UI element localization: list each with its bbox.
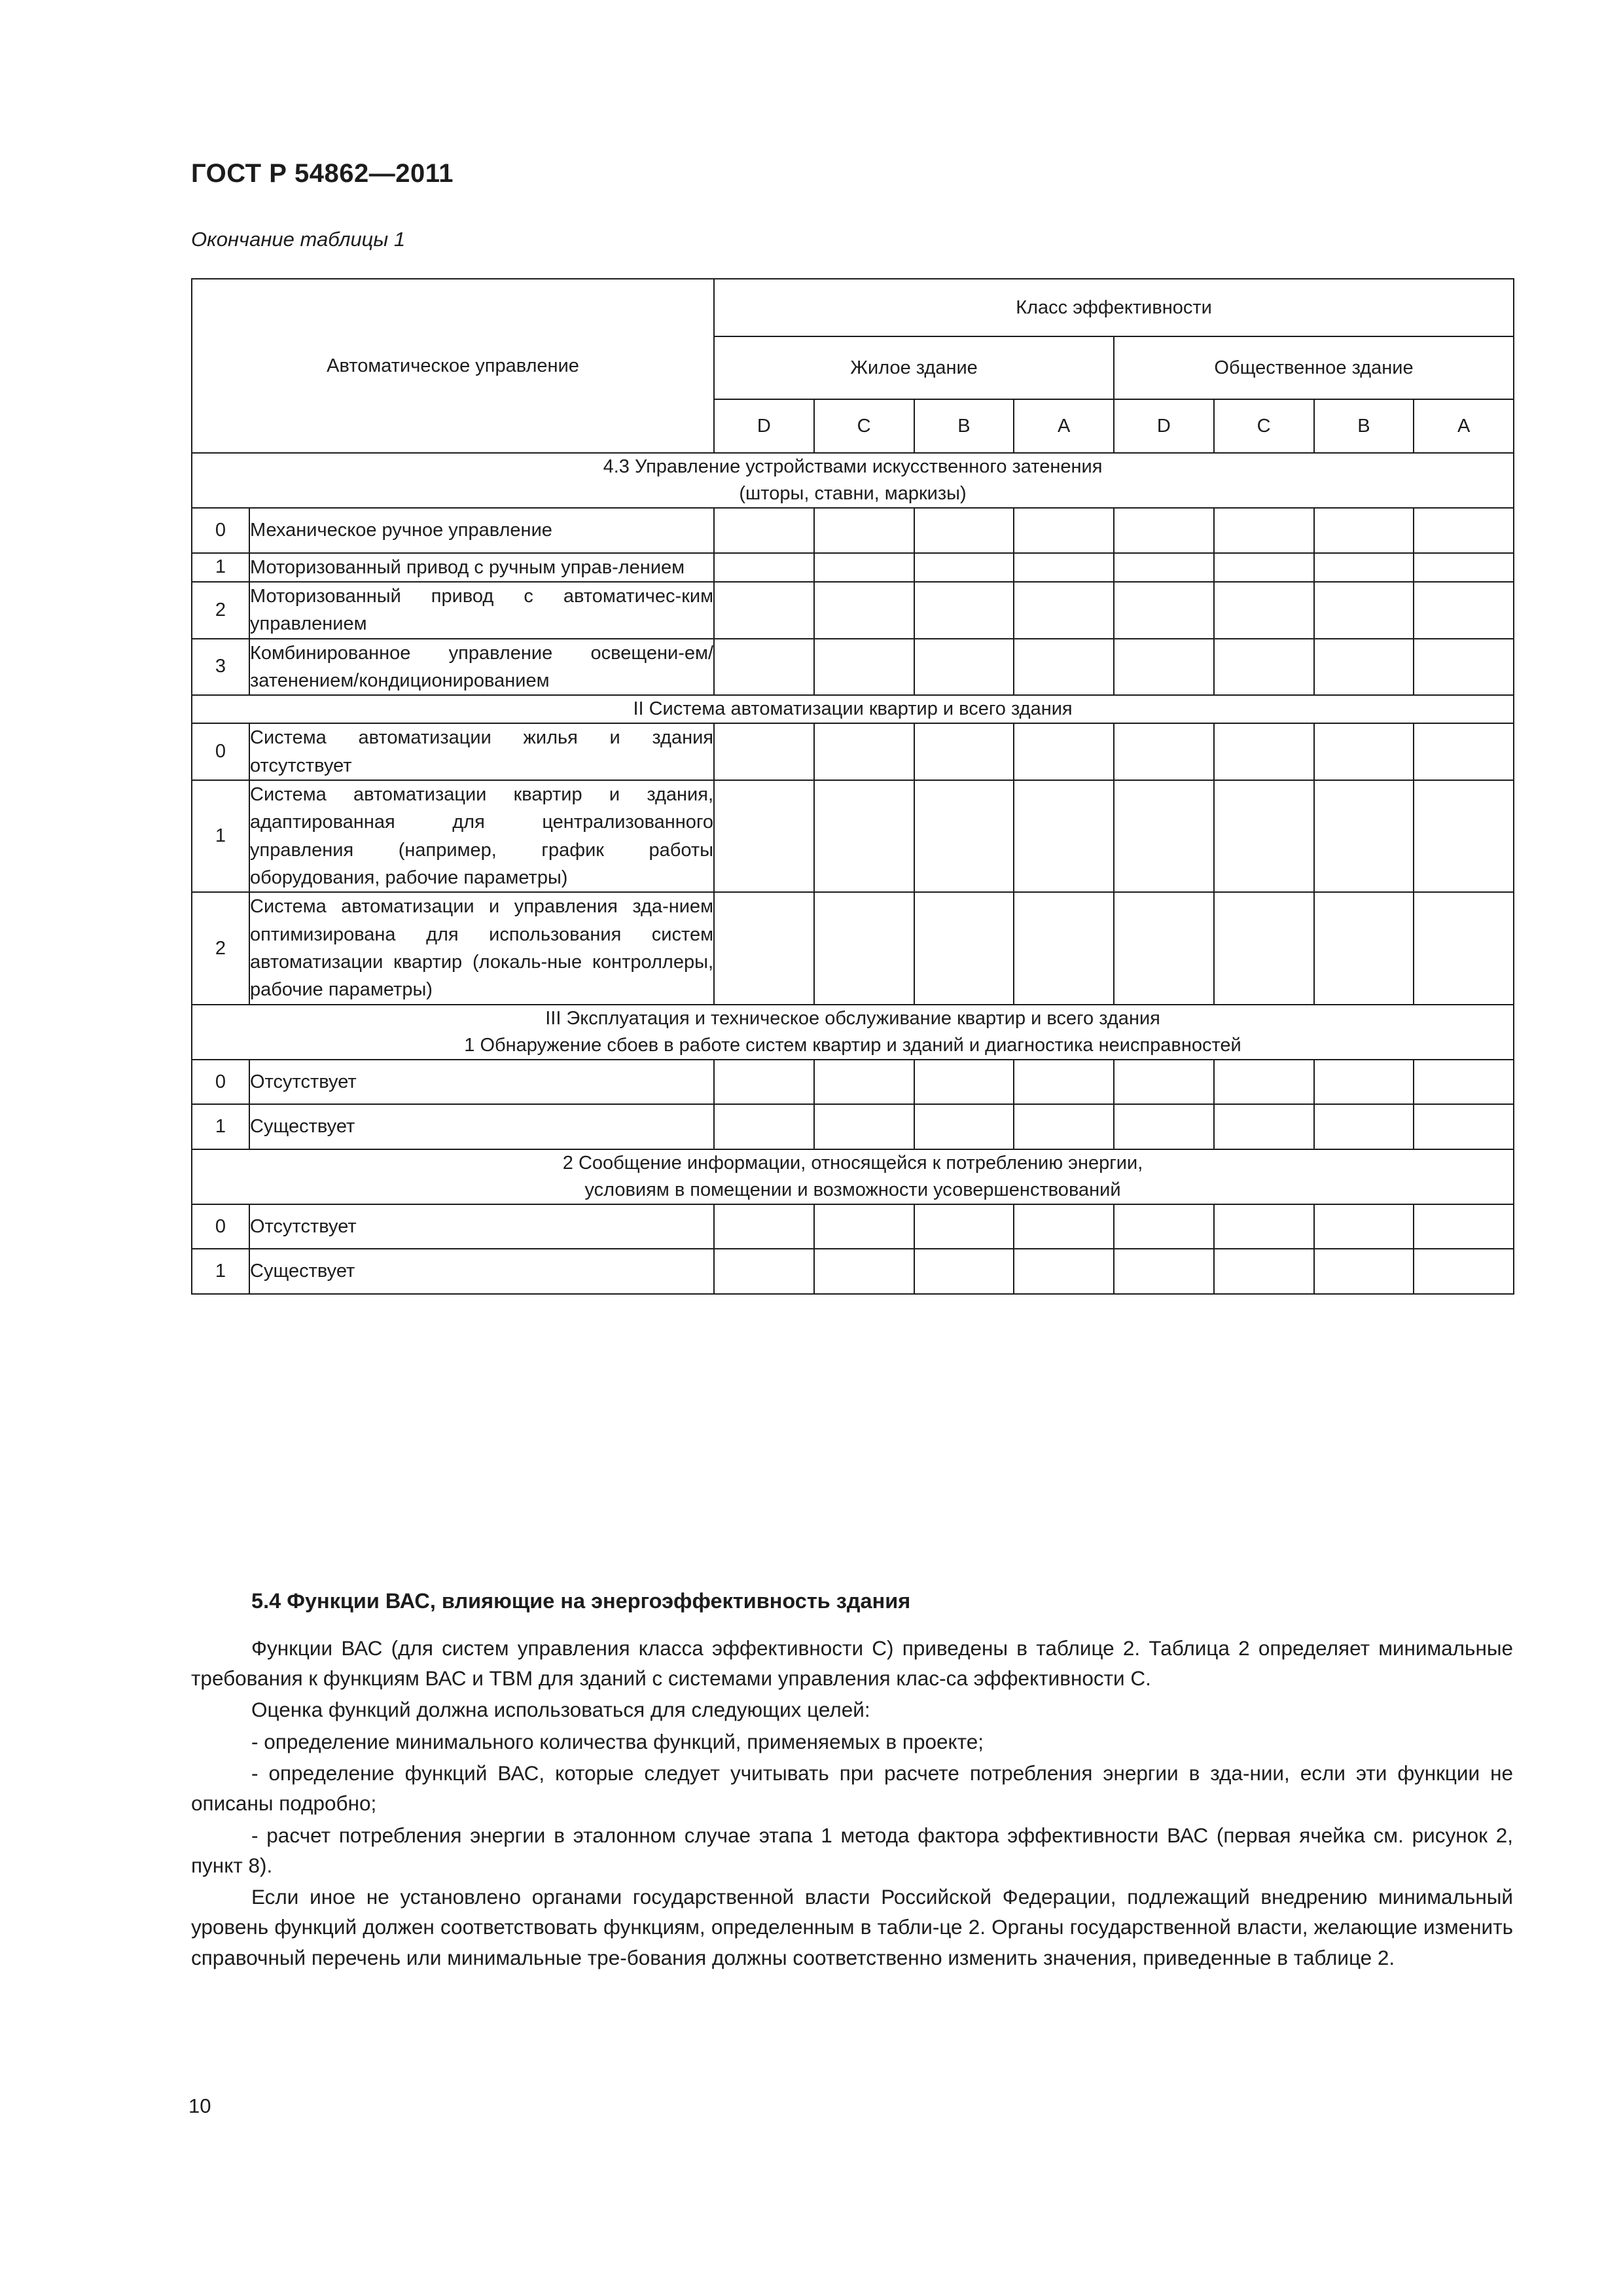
class-cell-marked [1314,1204,1414,1249]
header-class-pub-c: C [1214,399,1314,453]
header-class-pub-d: D [1114,399,1214,453]
class-cell-marked [1014,1104,1114,1149]
row-description: Механическое ручное управление [249,508,714,552]
class-cell-marked [714,582,814,639]
class-cell-marked [1114,582,1214,639]
class-cell-marked [814,1104,914,1149]
class-cell-marked [1014,892,1114,1004]
efficiency-class-table [191,278,1514,1295]
paragraph-authority-requirements: Если иное не установлено органами государственной власти Российской Федерации, подлежащий внедрению минимальный уровень функций должен соответствовать функциям, определенным в табли-це 2. Органы государственной власти, желающие изменить справочный перечень или минимальные тре-бования должны соответственно изменить значения, приведенные в таблице 2. [191,1885,1513,1969]
row-level-number: 2 [192,892,249,1004]
class-cell-empty [1414,553,1514,582]
row-description: Отсутствует [249,1204,714,1249]
row-level-number: 0 [192,723,249,780]
class-cell-marked [714,780,814,892]
class-cell-empty [1414,1204,1514,1249]
section-heading-5-4: 5.4 Функции ВАС, влияющие на энергоэффективность здания [251,1589,911,1613]
class-cell-marked [1214,639,1314,696]
section-title-line: II Система автоматизации квартир и всего здания [633,698,1073,720]
row-description: Моторизованный привод с автоматичес-ким управлением [249,582,714,639]
row-description: Система автоматизации жилья и здания отсутствует [249,723,714,780]
table-section-header [192,1005,1514,1060]
class-cell-marked [1214,780,1314,892]
header-class-res-b: B [914,399,1014,453]
class-cell-marked [1314,639,1414,696]
class-cell-empty [1014,723,1114,780]
class-cell-marked [1114,1060,1214,1104]
header-automatic-control: Автоматическое управление [192,279,714,453]
section-title-line: 2 Сообщение информации, относящейся к потреблению энергии, [562,1152,1143,1174]
class-cell-marked [714,723,814,780]
header-row-class-group [192,279,1514,336]
class-cell-marked [1114,553,1214,582]
row-description: Система автоматизации и управления зда-нием оптимизирована для использования систем автоматизации квартир (локаль-ные контроллеры, рабочие параметры) [249,892,714,1004]
class-cell-marked [814,1249,914,1293]
table-section-header [192,1149,1514,1204]
header-efficiency-class: Класс эффективности [714,279,1514,336]
header-public-building: Общественное здание [1114,336,1514,399]
section-title-line: (шторы, ставни, маркизы) [739,483,967,505]
class-cell-empty [1314,553,1414,582]
row-level-number: 1 [192,1104,249,1149]
table-row [192,553,1514,582]
header-class-res-c: C [814,399,914,453]
class-cell-marked [1214,1204,1314,1249]
row-level-number: 3 [192,639,249,696]
table-row [192,508,1514,552]
class-cell-marked [1314,1104,1414,1149]
class-cell-empty [1014,508,1114,552]
header-class-res-d: D [714,399,814,453]
bullet-minimum-functions: - определение минимального количества функций, применяемых в проекте; [251,1729,984,1753]
class-cell-marked [714,892,814,1004]
class-cell-empty [1014,1204,1114,1249]
row-description: Моторизованный привод с ручным управ-лением [249,553,714,582]
table-row [192,780,1514,892]
class-cell-marked [1114,1249,1214,1293]
section-title [192,695,1514,723]
class-cell-empty [1414,723,1514,780]
class-cell-marked [914,1249,1014,1293]
row-description: Отсутствует [249,1060,714,1104]
class-cell-empty [914,780,1014,892]
class-cell-marked [1214,1249,1314,1293]
paragraph-bac-functions: Функции ВАС (для систем управления класса эффективности С) приведены в таблице 2. Таблица 2 определяет минимальные требования к функциям ВАС и ТВМ для зданий с системами управления клас-са эффективности С. [191,1636,1513,1691]
class-cell-empty [1214,553,1314,582]
class-cell-empty [1414,780,1514,892]
table-row [192,639,1514,696]
class-cell-marked [1414,639,1514,696]
class-cell-marked [814,582,914,639]
class-cell-empty [1014,553,1114,582]
class-cell-empty [1314,1060,1414,1104]
header-class-res-a: A [1014,399,1114,453]
table-caption: Окончание таблицы 1 [191,228,406,251]
section-title-line: III Эксплуатация и техническое обслуживание квартир и всего здания [545,1007,1160,1029]
table-row [192,892,1514,1004]
table-container [191,278,1513,1295]
class-cell-marked [714,553,814,582]
class-cell-empty [714,1104,814,1149]
class-cell-marked [1114,508,1214,552]
header-class-pub-a: A [1414,399,1514,453]
section-title [192,1149,1514,1204]
class-cell-marked [1114,1104,1214,1149]
section-title-line: условиям в помещении и возможности усовершенствований [584,1179,1121,1200]
class-cell-marked [1414,1249,1514,1293]
class-cell-empty [1014,780,1114,892]
table-row [192,723,1514,780]
class-cell-marked [814,723,914,780]
class-cell-marked [1314,892,1414,1004]
class-cell-marked [814,639,914,696]
row-description: Существует [249,1249,714,1293]
class-cell-empty [914,1060,1014,1104]
class-cell-marked [1214,723,1314,780]
section-title-line: 1 Обнаружение сбоев в работе систем квартир и зданий и диагностика неисправностей [464,1034,1241,1056]
class-cell-empty [1214,508,1314,552]
table-row [192,1249,1514,1293]
class-cell-empty [1414,508,1514,552]
paragraph-evaluation-purposes: Оценка функций должна использоваться для следующих целей: [251,1698,870,1722]
header-residential-building: Жилое здание [714,336,1114,399]
row-level-number: 1 [192,553,249,582]
class-cell-marked [714,639,814,696]
header-class-pub-b: B [1314,399,1414,453]
class-cell-marked [814,780,914,892]
class-cell-marked [1114,892,1214,1004]
table-body [192,453,1514,1294]
class-cell-marked [914,639,1014,696]
bullet-energy-calculation: - определение функций ВАС, которые следует учитывать при расчете потребления энергии в зда-нии, если эти функции не описаны подробно; [191,1761,1513,1816]
class-cell-empty [914,553,1014,582]
section-title-line: 4.3 Управление устройствами искусственного затенения [603,456,1103,477]
class-cell-empty [1014,582,1114,639]
class-cell-marked [1014,639,1114,696]
class-cell-marked [814,508,914,552]
table-row [192,1060,1514,1104]
row-level-number: 1 [192,1249,249,1293]
row-level-number: 0 [192,1204,249,1249]
table-row [192,1104,1514,1149]
class-cell-marked [1214,892,1314,1004]
class-cell-empty [1314,780,1414,892]
class-cell-marked [1114,780,1214,892]
table-head [192,279,1514,453]
class-cell-marked [1114,723,1214,780]
bullet-reference-case: - расчет потребления энергии в эталонном случае этапа 1 метода фактора эффективности ВАС (первая ячейка см. рисунок 2, пункт 8). [191,1823,1513,1877]
table-row [192,582,1514,639]
class-cell-marked [814,892,914,1004]
class-cell-marked [1214,1104,1314,1149]
class-cell-marked [1114,639,1214,696]
section-title [192,1005,1514,1060]
class-cell-marked [1414,1104,1514,1149]
class-cell-marked [1414,892,1514,1004]
class-cell-empty [914,723,1014,780]
class-cell-empty [1314,582,1414,639]
class-cell-marked [714,1060,814,1104]
class-cell-marked [914,1104,1014,1149]
class-cell-marked [714,508,814,552]
class-cell-marked [714,1204,814,1249]
class-cell-empty [1414,582,1514,639]
class-cell-marked [1314,1249,1414,1293]
class-cell-empty [1314,723,1414,780]
class-cell-marked [1114,1204,1214,1249]
row-level-number: 0 [192,508,249,552]
class-cell-empty [1014,1060,1114,1104]
row-level-number: 1 [192,780,249,892]
table-row [192,1204,1514,1249]
row-description: Существует [249,1104,714,1149]
table-section-header [192,695,1514,723]
row-level-number: 0 [192,1060,249,1104]
class-cell-marked [714,1249,814,1293]
class-cell-marked [814,1060,914,1104]
body-text [191,1586,1513,1973]
page-number: 10 [188,2094,211,2117]
section-title [192,453,1514,508]
row-level-number: 2 [192,582,249,639]
class-cell-empty [914,508,1014,552]
class-cell-marked [814,553,914,582]
class-cell-marked [914,1204,1014,1249]
class-cell-empty [1414,1060,1514,1104]
table-section-header [192,453,1514,508]
class-cell-marked [1014,1249,1114,1293]
row-description: Комбинированное управление освещени-ем/затенением/кондиционированием [249,639,714,696]
class-cell-marked [1214,582,1314,639]
class-cell-empty [1214,1060,1314,1104]
class-cell-marked [814,1204,914,1249]
standard-number: ГОСТ Р 54862—2011 [191,159,454,188]
class-cell-marked [914,582,1014,639]
class-cell-marked [914,892,1014,1004]
class-cell-empty [1314,508,1414,552]
row-description: Система автоматизации квартир и здания, адаптированная для централизованного управления (например, график работы оборудования, рабочие параметры) [249,780,714,892]
